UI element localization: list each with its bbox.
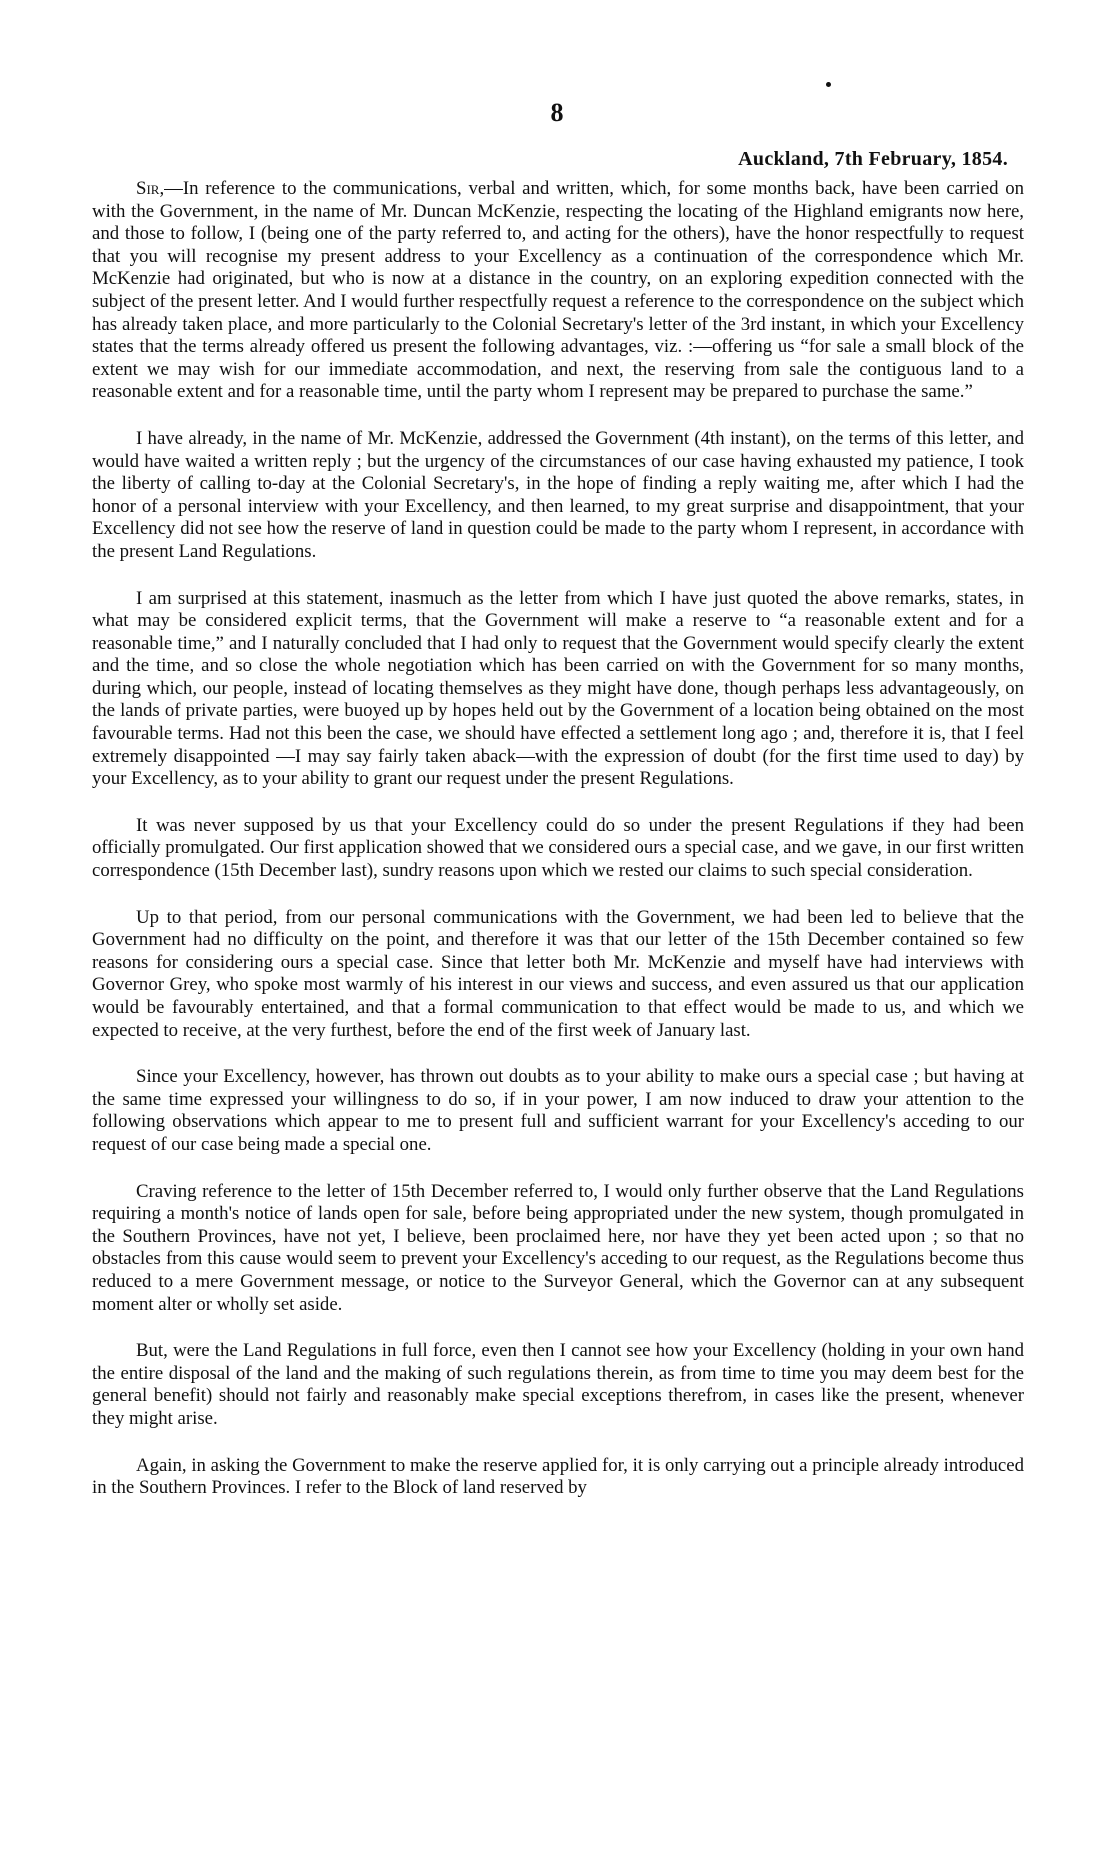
ink-speck xyxy=(826,82,831,87)
paragraph-text: —In reference to the communications, verbal and written, which, for some months back, have been carried on with the Government, in the name of Mr. Duncan McKenzie, respecting the locating of the Highland emigrants now here, and those to follow, I (being one of the party referred to, and acting for the others), have the honor respectfully to request that you will recognise my present address to your Excellency as a continuation of the correspondence which Mr. McKenzie had originated, but who is now at a distance in the country, on an exploring expedition connected with the subject of the present letter. And I would further respectfully request a reference to the correspondence on the subject which has already taken place, and more particularly to the Colonial Secretary's letter of the 3rd instant, in which your Excellency states that the terms already offered us present the following advantages, viz. :—offering us “for sale a small block of the extent we may wish for our immediate accommodation, and next, the reserving from sale the contiguous land to a reasonable extent and for a reasonable time, until the party whom I represent may be prepared to purchase the same.” xyxy=(92,178,1024,403)
letter-paragraph-9: Again, in asking the Government to make the reserve applied for, it is only carrying out a principle already introduced in the Southern Provinces. I refer to the Block of land reserved by xyxy=(92,1454,1024,1499)
letter-paragraph-8: But, were the Land Regulations in full force, even then I cannot see how your Excellency (holding in your own hand the entire disposal of the land and the making of such regulations therein, as from time to time you may deem best for the general benefit) should not fairly and reasonably make special exceptions therefrom, in cases like the present, whenever they might arise. xyxy=(92,1340,1024,1429)
letter-paragraph-7: Craving reference to the letter of 15th December referred to, I would only further observe that the Land Regulations requiring a month's notice of lands open for sale, before being appropriated under the new system, though promulgated in the Southern Provinces, have not yet, I believe, been proclaimed here, nor have they yet been acted upon ; so that no obstacles from this cause would seem to prevent your Excellency's acceding to our request, as the Regulations become thus reduced to a mere Government message, or notice to the Surveyor General, which the Governor can at any subsequent moment alter or wholly set aside. xyxy=(92,1180,1024,1315)
letter-body xyxy=(92,178,1024,1500)
salutation: Sir, xyxy=(136,178,165,199)
letter-paragraph-1 xyxy=(92,178,1024,404)
letter-paragraph-3: I am surprised at this statement, inasmuch as the letter from which I have just quoted the above remarks, states, in what may be considered explicit terms, that the Government will make a reserve to “a reasonable extent and for a reasonable time,” and I naturally concluded that I had only to request that the Government would specify clearly the extent and the time, and so close the whole negotiation which has been carried on with the Government for so many months, during which, our people, instead of locating themselves as they might have done, though perhaps less advantageously, on the lands of private parties, were buoyed up by hopes held out by the Government of a location being obtained on the most favourable terms. Had not this been the case, we should have effected a settlement long ago ; and, therefore it is, that I feel extremely disappointed —I may say fairly taken aback—with the expression of doubt (for the first time used to day) by your Excellency, as to your ability to grant our request under the present Regulations. xyxy=(92,587,1024,790)
page-number: 8 xyxy=(550,98,564,127)
letter-paragraph-5: Up to that period, from our personal communications with the Government, we had been led to believe that the Government had no difficulty on the point, and therefore it was that our letter of the 15th December contained so few reasons for considering ours a special case. Since that letter both Mr. McKenzie and myself have had interviews with Governor Grey, who spoke most warmly of his interest in our views and success, and even assured us that our application would be favourably entertained, and that a formal communication to that effect would be made to us, and which we expected to receive, at the very furthest, before the end of the first week of January last. xyxy=(92,906,1024,1041)
letter-paragraph-4: It was never supposed by us that your Excellency could do so under the present Regulations if they had been officially promulgated. Our first application showed that we considered ours a special case, and we gave, in our first written correspondence (15th December last), sundry reasons upon which we rested our claims to such special consideration. xyxy=(92,814,1024,882)
letter-paragraph-6: Since your Excellency, however, has thrown out doubts as to your ability to make ours a special case ; but having at the same time expressed your willingness to do so, if in your power, I am now induced to draw your attention to the following observations which appear to me to present full and sufficient warrant for your Excellency's acceding to our request of our case being made a special one. xyxy=(92,1066,1024,1155)
dateline: Auckland, 7th February, 1854. xyxy=(738,148,1008,170)
letter-paragraph-2: I have already, in the name of Mr. McKenzie, addressed the Government (4th instant), on the terms of this letter, and would have waited a written reply ; but the urgency of the circumstances of our case having exhausted my patience, I took the liberty of calling to-day at the Colonial Secretary's, in the hope of finding a reply waiting me, after which I had the honor of a personal interview with your Excellency, and then learned, to my great surprise and disappointment, that your Excellency did not see how the reserve of land in question could be made to the party whom I represent, in accordance with the present Land Regulations. xyxy=(92,427,1024,562)
